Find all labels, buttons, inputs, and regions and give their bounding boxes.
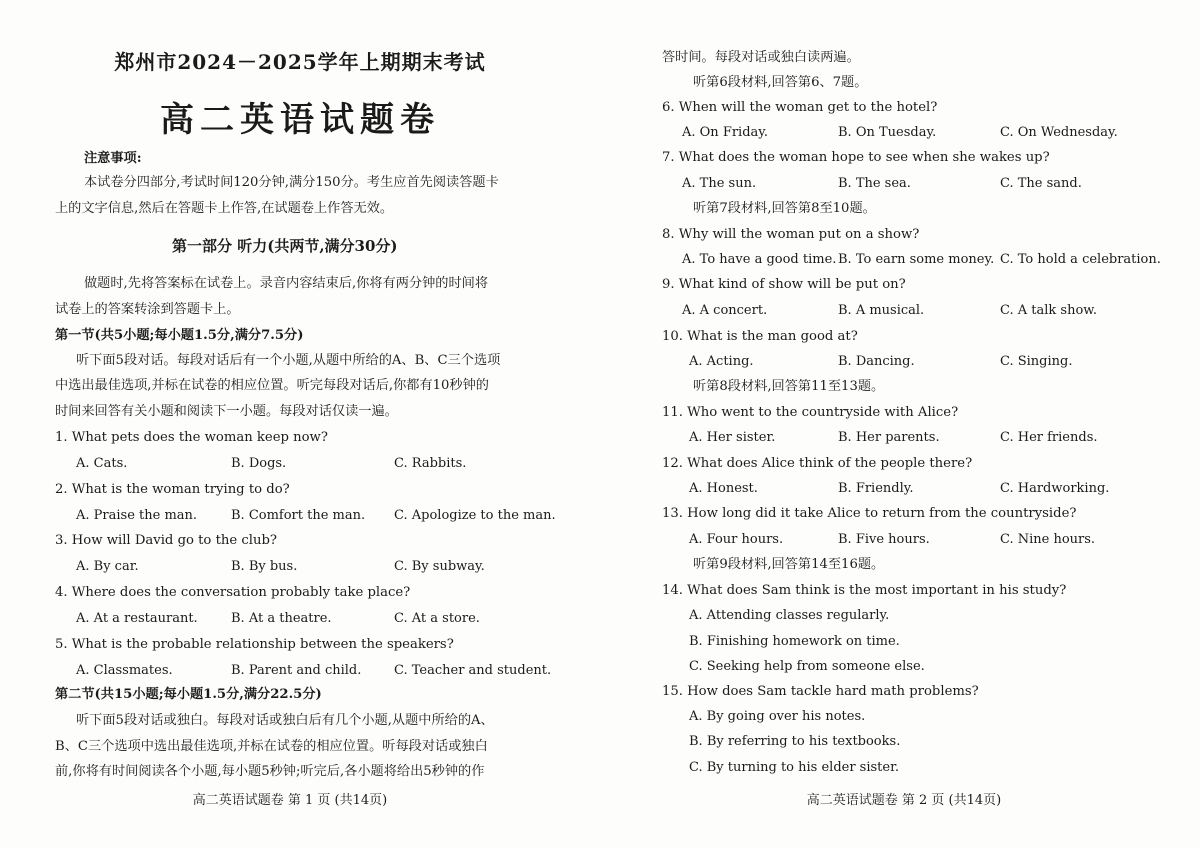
option-a: A. Honest. <box>689 481 758 496</box>
section1-intro-line: 听下面5段对话。每段对话后有一个小题,从题中所给的A、B、C三个选项 <box>76 353 501 368</box>
option-b: B. Finishing homework on time. <box>689 634 900 649</box>
page-footer: 高二英语试题卷 第 2 页 (共14页) <box>806 793 1002 808</box>
question: 10. What is the man good at? <box>662 329 858 344</box>
material-heading: 听第7段材料,回答第8至10题。 <box>693 201 876 216</box>
question: 11. Who went to the countryside with Alice? <box>662 405 959 420</box>
part1-intro-line: 试卷上的答案转涂到答题卡上。 <box>55 302 240 317</box>
option-b: B. Dogs. <box>231 456 287 471</box>
option-a: A. By car. <box>76 559 139 574</box>
question: 5. What is the probable relationship between the speakers? <box>55 637 454 652</box>
option-b: B. A musical. <box>838 303 925 318</box>
question: 3. How will David go to the club? <box>55 533 277 548</box>
option-c: C. Singing. <box>1000 354 1073 369</box>
section1-intro-line: 中选出最佳选项,并标在试卷的相应位置。听完每段对话后,你都有10秒钟的 <box>55 378 489 393</box>
section1-intro-line: 时间来回答有关小题和阅读下一小题。每段对话仅读一遍。 <box>55 404 398 419</box>
option-b: B. Five hours. <box>838 532 930 547</box>
option-b: B. On Tuesday. <box>838 125 937 140</box>
option-a: A. Classmates. <box>76 663 173 678</box>
section2-intro-line: 听下面5段对话或独白。每段对话或独白后有几个小题,从题中所给的A、 <box>76 713 494 728</box>
question: 7. What does the woman hope to see when she wakes up? <box>662 150 1050 165</box>
part1-heading: 第一部分 听力(共两节,满分30分) <box>172 237 398 255</box>
option-c: C. To hold a celebration. <box>1000 252 1161 267</box>
option-b: B. Parent and child. <box>231 663 362 678</box>
option-c: C. By subway. <box>394 559 485 574</box>
section2-intro-line: 前,你将有时间阅读各个小题,每小题5秒钟;听完后,各小题将给出5秒钟的作 <box>55 764 485 779</box>
option-b: B. Dancing. <box>838 354 915 369</box>
option-c: C. By turning to his elder sister. <box>689 760 900 775</box>
option-b: B. Friendly. <box>838 481 914 496</box>
option-a: A. The sun. <box>682 176 757 191</box>
question: 8. Why will the woman put on a show? <box>662 227 920 242</box>
section1-heading: 第一节(共5小题;每小题1.5分,满分7.5分) <box>55 328 304 343</box>
option-b: B. Her parents. <box>838 430 940 445</box>
option-a: A. Cats. <box>76 456 128 471</box>
page-footer: 高二英语试题卷 第 1 页 (共14页) <box>192 793 388 808</box>
part1-intro-line: 做题时,先将答案标在试卷上。录音内容结束后,你将有两分钟的时间将 <box>84 276 489 291</box>
option-c: C. On Wednesday. <box>1000 125 1118 140</box>
option-b: B. Comfort the man. <box>231 508 366 523</box>
option-c: C. The sand. <box>1000 176 1082 191</box>
question: 4. Where does the conversation probably take place? <box>55 585 411 600</box>
option-a: A. To have a good time. <box>682 252 837 267</box>
exam-title: 郑州市2024－2025学年上期期末考试 <box>114 50 486 74</box>
option-c: C. Teacher and student. <box>394 663 552 678</box>
option-c: C. Rabbits. <box>394 456 467 471</box>
option-b: B. At a theatre. <box>231 611 332 626</box>
option-c: C. At a store. <box>394 611 480 626</box>
option-b: B. By bus. <box>231 559 298 574</box>
option-a: A. Praise the man. <box>76 508 198 523</box>
material-heading: 听第9段材料,回答第14至16题。 <box>693 557 885 572</box>
option-a: A. On Friday. <box>682 125 769 140</box>
section2-heading: 第二节(共15小题;每小题1.5分,满分22.5分) <box>55 687 322 702</box>
question: 2. What is the woman trying to do? <box>55 482 290 497</box>
option-b: B. By referring to his textbooks. <box>689 734 901 749</box>
section2-intro-line: B、C三个选项中选出最佳选项,并标在试卷的相应位置。听每段对话或独白 <box>55 739 488 754</box>
option-c: C. Nine hours. <box>1000 532 1096 547</box>
continued-text: 答时间。每段对话或独白读两遍。 <box>662 50 860 65</box>
option-a: A. A concert. <box>682 303 768 318</box>
notice-heading: 注意事项: <box>84 151 142 166</box>
page-2 <box>600 0 1200 848</box>
notice-line: 上的文字信息,然后在答题卡上作答,在试题卷上作答无效。 <box>55 201 394 216</box>
question: 14. What does Sam think is the most important in his study? <box>662 583 1067 598</box>
option-c: C. A talk show. <box>1000 303 1097 318</box>
question: 15. How does Sam tackle hard math problems? <box>662 684 979 699</box>
material-heading: 听第8段材料,回答第11至13题。 <box>693 379 885 394</box>
question: 9. What kind of show will be put on? <box>662 277 906 292</box>
option-c: C. Hardworking. <box>1000 481 1110 496</box>
material-heading: 听第6段材料,回答第6、7题。 <box>693 75 868 90</box>
option-a: A. Four hours. <box>689 532 784 547</box>
question: 13. How long did it take Alice to return from the countryside? <box>662 506 1077 521</box>
question: 6. When will the woman get to the hotel? <box>662 100 938 115</box>
paper-title: 高二英语试题卷 <box>160 100 440 140</box>
option-c: C. Apologize to the man. <box>394 508 556 523</box>
option-a: A. Attending classes regularly. <box>689 608 890 623</box>
question: 12. What does Alice think of the people there? <box>662 456 973 471</box>
option-a: A. Acting. <box>689 354 754 369</box>
option-c: C. Her friends. <box>1000 430 1098 445</box>
option-a: A. At a restaurant. <box>76 611 198 626</box>
question: 1. What pets does the woman keep now? <box>55 430 328 445</box>
option-a: A. By going over his notes. <box>689 709 866 724</box>
option-c: C. Seeking help from someone else. <box>689 659 925 674</box>
option-b: B. To earn some money. <box>838 252 995 267</box>
notice-line: 本试卷分四部分,考试时间120分钟,满分150分。考生应首先阅读答题卡 <box>84 175 499 190</box>
option-a: A. Her sister. <box>689 430 776 445</box>
option-b: B. The sea. <box>838 176 911 191</box>
